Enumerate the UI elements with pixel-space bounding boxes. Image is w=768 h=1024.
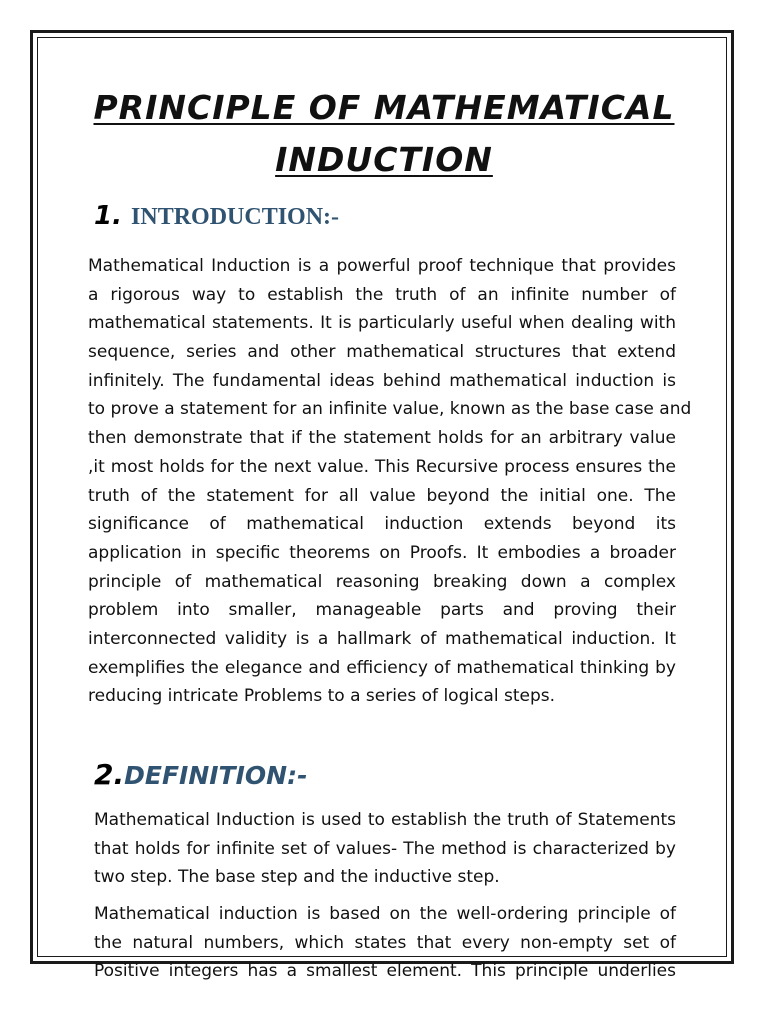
text-line: significance of mathematical induction extends beyond its — [88, 514, 676, 535]
text-line: then demonstrate that if the statement holds for an arbitrary value — [88, 428, 676, 449]
text-line: exemplifies the elegance and efficiency of mathematical thinking by — [88, 657, 676, 678]
text-line: that holds for infinite set of values- The method is characterized by — [94, 838, 676, 859]
definition-paragraph-2 — [94, 900, 676, 986]
section-heading-label: INTRODUCTION:- — [131, 204, 340, 230]
section-heading-definition — [94, 758, 307, 791]
section-number: 1. — [94, 201, 122, 231]
text-line: mathematical statements. It is particularly useful when dealing with — [88, 313, 676, 334]
text-line: a rigorous way to establish the truth of an infinite number of — [88, 284, 676, 305]
text-line: principle of mathematical reasoning breaking down a complex — [88, 571, 676, 592]
text-line: infinitely. The fundamental ideas behind mathematical induction is — [88, 370, 676, 391]
text-line: Mathematical induction is based on the well-ordering principle of — [94, 904, 676, 924]
definition-paragraph-1 — [94, 806, 676, 892]
text-line: application in specific theorems on Proofs. It embodies a broader — [88, 542, 676, 563]
text-line: two step. The base step and the inductive step. — [94, 867, 500, 888]
text-line: ,it most holds for the next value. This Recursive process ensures the — [88, 456, 676, 477]
section-heading-label: DEFINITION:- — [124, 761, 308, 790]
document-title-line1: PRINCIPLE OF MATHEMATICAL — [93, 88, 675, 127]
document-title-line2: INDUCTION — [275, 140, 493, 179]
section-heading-introduction — [94, 201, 339, 231]
text-line: reducing intricate Problems to a series of logical steps. — [88, 686, 556, 707]
text-line: to prove a statement for an infinite value, known as the base case and — [88, 399, 692, 420]
text-line: interconnected validity is a hallmark of mathematical induction. It — [88, 628, 676, 649]
text-line: the natural numbers, which states that every non-empty set of — [94, 932, 676, 953]
text-line: truth of the statement for all value beyond the initial one. The — [88, 485, 676, 506]
text-line: Mathematical Induction is a powerful proof technique that provides — [88, 256, 676, 276]
text-line: problem into smaller, manageable parts and proving their — [88, 600, 676, 621]
text-line: Positive integers has a smallest element. This principle underlies — [94, 961, 676, 982]
introduction-paragraph — [88, 252, 692, 711]
section-number: 2. — [94, 758, 125, 791]
text-line: sequence, series and other mathematical structures that extend — [88, 342, 676, 363]
text-line: Mathematical Induction is used to establish the truth of Statements — [94, 810, 676, 830]
